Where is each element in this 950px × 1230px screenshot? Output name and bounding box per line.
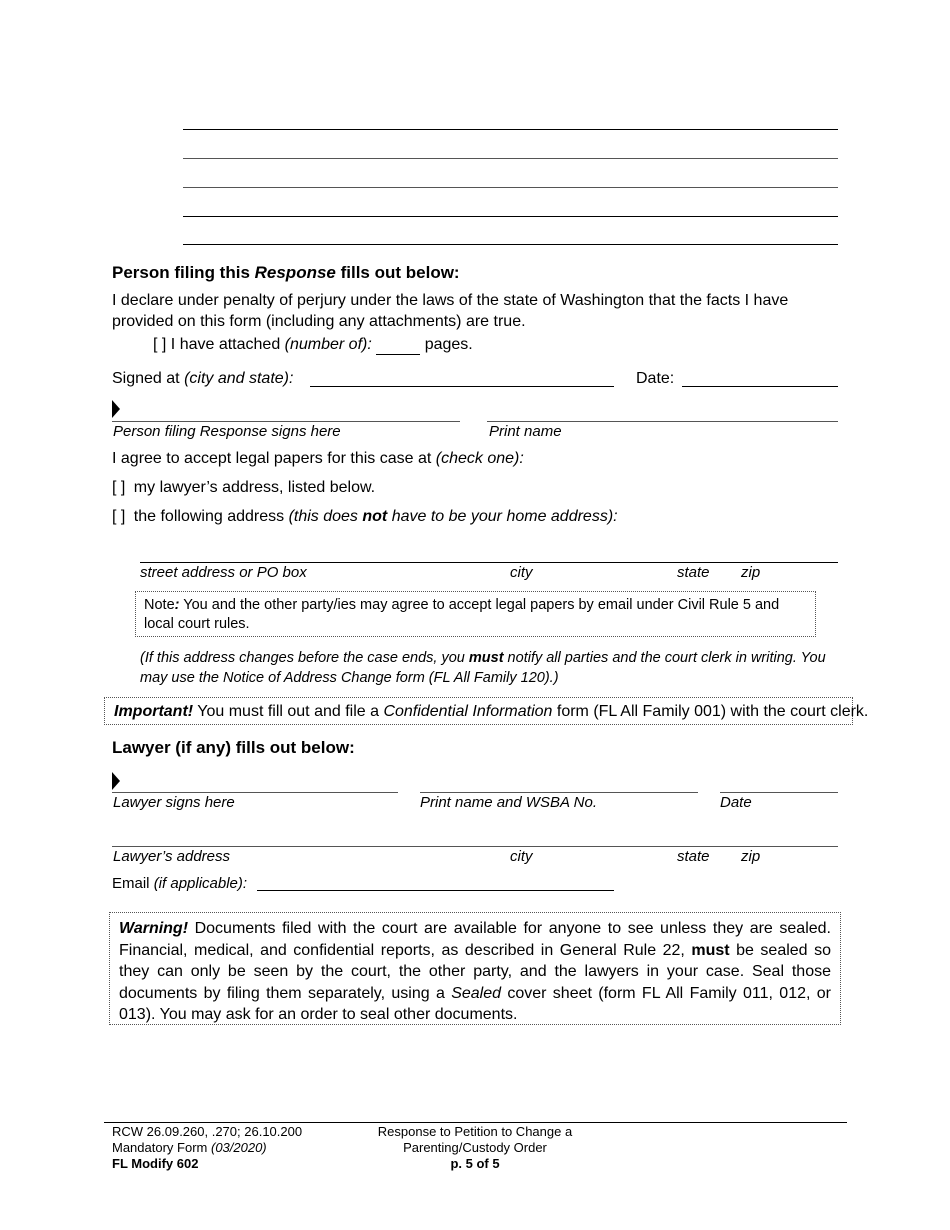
lawyer-date-label: Date [720,794,752,811]
footer-page-number: p. 5 of 5 [450,1156,500,1171]
date-label: Date: [636,370,675,387]
lawyer-date-field[interactable] [720,792,838,793]
important-notice-box: Important! You must fill out and file a Confidential Information form (FL All Family 001) with the court clerk. [104,697,853,725]
address-zip-label: zip [741,564,761,581]
lawyer-sign-here-arrow-icon [112,772,120,790]
perjury-declaration: I declare under penalty of perjury under the laws of the state of Washington that the facts I have provided on this form (including any attachments) are true. [112,292,789,330]
warning-notice-box: Warning! Documents filed with the court are available for anyone to see unless they are sealed. Financial, medical, and confidential reports, as described in General Rule 22, must be sealed so they can only be seen by the court, the other party, and the lawyers in your case. Seal those documents by filing them separately, using a Sealed cover sheet (form FL All Family 011, 012, or 013). You may ask for an order to seal other documents. [109,912,841,1025]
lawyer-address-field[interactable] [112,846,838,847]
lawyer-section-heading: Lawyer (if any) fills out below: [112,738,355,757]
option-following-address-checkbox[interactable]: [ ] [112,508,126,525]
address-change-note: (If this address changes before the case ends, you must notify all parties and the court clerk in writing. You may use the Notice of Address Change form (FL All Family 120).) [140,650,826,686]
person-print-name-field[interactable] [487,421,838,422]
lawyer-signs-here-label: Lawyer signs here [113,794,235,811]
sign-here-arrow-icon [112,400,120,418]
accept-papers-prompt: I agree to accept legal papers for this case at (check one): [112,450,524,467]
address-state-label: state [677,564,710,581]
blank-line-4[interactable] [183,216,838,217]
attached-pages-row: [ ] I have attached (number of): pages. [153,336,473,353]
address-street-label: street address or PO box [140,564,307,581]
person-signature-field[interactable] [112,421,460,422]
blank-line-2[interactable] [183,158,838,159]
person-print-name-label: Print name [489,423,562,440]
lawyer-print-name-field[interactable] [420,792,698,793]
address-field[interactable] [140,562,838,563]
footer-rule [104,1122,847,1123]
attached-pages-count-field[interactable] [376,336,420,355]
lawyer-state-label: state [677,848,710,865]
signed-at-field[interactable] [310,386,614,387]
signed-at-label: Signed at (city and state): [112,370,294,387]
email-note-box: Note: You and the other party/ies may agree to accept legal papers by email under Civil Rule 5 and local court rules. [135,591,816,637]
person-section-heading: Person filing this Response fills out below: [112,263,460,282]
footer-rcw: RCW 26.09.260, .270; 26.10.200 [112,1124,303,1139]
footer-title-line2: Parenting/Custody Order [403,1140,547,1155]
attached-checkbox[interactable]: [ ] [153,336,167,353]
footer-title-line1: Response to Petition to Change a [377,1124,573,1139]
lawyer-email-field[interactable] [257,890,614,891]
option-following-address: [ ] the following address (this does not have to be your home address): [112,508,618,525]
lawyer-address-label: Lawyer’s address [113,848,231,865]
footer-center [350,1124,600,1172]
option-lawyer-address-checkbox[interactable]: [ ] [112,479,126,496]
lawyer-signature-field[interactable] [112,792,398,793]
footer-left [112,1124,302,1172]
person-signs-here-label: Person filing Response signs here [113,423,341,440]
blank-line-1[interactable] [183,129,838,130]
blank-line-3[interactable] [183,187,838,188]
lawyer-city-label: city [510,848,533,865]
footer-mandatory: Mandatory Form (03/2020) [112,1140,267,1155]
address-city-label: city [510,564,533,581]
footer-form-id: FL Modify 602 [112,1156,199,1171]
lawyer-print-name-label: Print name and WSBA No. [420,794,598,811]
lawyer-zip-label: zip [741,848,761,865]
lawyer-email-label: Email (if applicable): [112,875,248,892]
option-lawyer-address: [ ] my lawyer’s address, listed below. [112,479,376,496]
date-field[interactable] [682,386,838,387]
blank-line-5[interactable] [183,244,838,245]
